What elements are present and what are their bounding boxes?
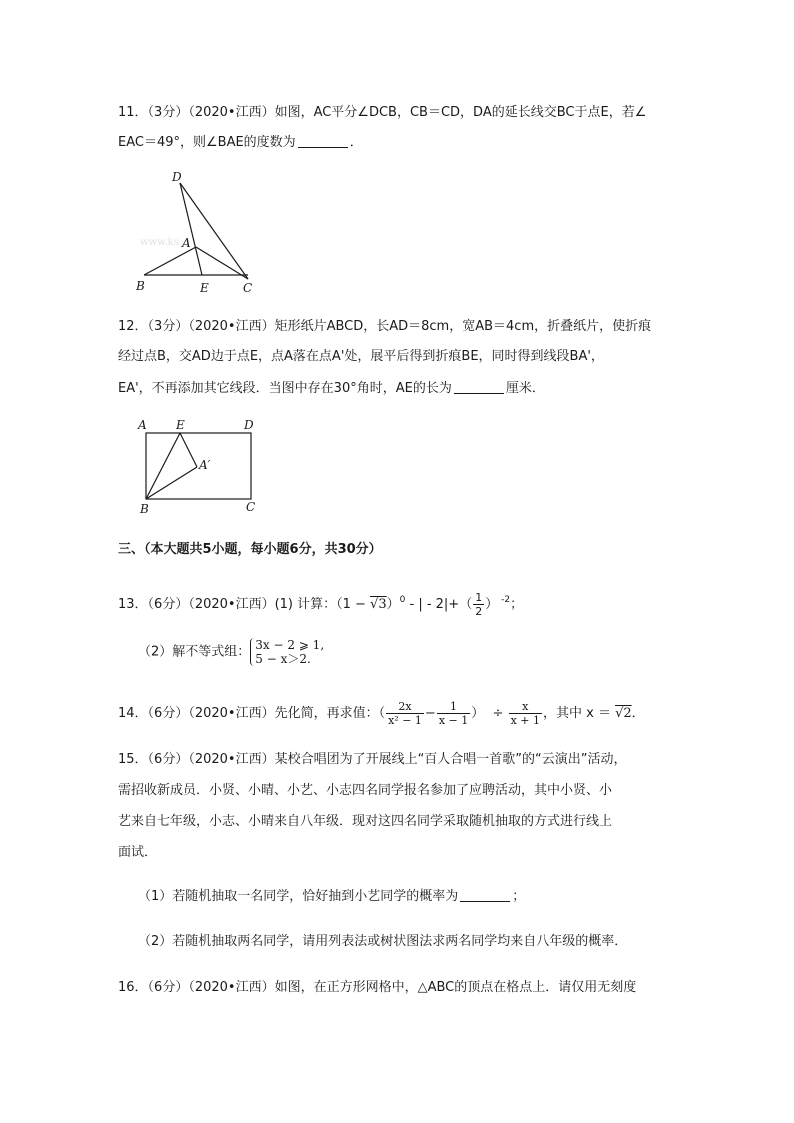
segment-be xyxy=(146,433,180,499)
q16-line-1: 16．（6分）（2020•江西）如图，在正方形网格中，△ABC的顶点在格点上．请仅用无刻度 xyxy=(118,980,637,995)
q14-divide: ÷ xyxy=(492,706,504,721)
label-e: E xyxy=(200,281,209,295)
q14-f3-numerator: x xyxy=(509,700,542,714)
q11-line-1: 11．（3分）（2020•江西）如图，AC平分∠DCB，CB＝CD，DA的延长线交BC于点E，若∠ xyxy=(118,105,647,120)
q13-inequality-2: 5 − x＞2. xyxy=(255,652,311,666)
q12-answer-blank xyxy=(454,379,504,394)
label-e: E xyxy=(176,418,185,432)
section-heading: 三、（本大题共5小题，每小题6分，共30分） xyxy=(118,542,382,557)
q13-text-e: ； xyxy=(510,597,524,612)
q15-part1-end: ； xyxy=(512,889,526,904)
label-d: D xyxy=(244,418,254,432)
q13-text-d: ） xyxy=(485,597,499,612)
q11-figure xyxy=(130,165,270,295)
q14-line xyxy=(118,700,645,727)
q14-f2-numerator: 1 xyxy=(437,700,470,714)
q14-f2-denominator: x − 1 xyxy=(438,714,469,727)
q14-end: ． xyxy=(631,706,645,721)
q15-line-3: 艺来自七年级，小志、小晴来自八年级．现对这四名同学采取随机抽取的方式进行线上 xyxy=(118,814,613,829)
q13-part2-label: （2）解不等式组： xyxy=(138,644,251,660)
label-a: A xyxy=(182,236,191,250)
q13-fraction-half xyxy=(473,591,484,618)
q13-text-c: - | - 2|+（ xyxy=(405,597,473,612)
q13-text-a: 13．（6分）（2020•江西）(1) 计算：（1 − xyxy=(118,597,371,612)
q14-f1-numerator: 2x xyxy=(386,700,424,714)
q13-half-denominator: 2 xyxy=(475,605,483,618)
q14-f3-denominator: x + 1 xyxy=(510,714,540,727)
q12-line-3-end: 厘米． xyxy=(505,381,545,396)
label-b: B xyxy=(140,502,149,516)
q15-line-2: 需招收新成员．小贤、小晴、小艺、小志四名同学报名参加了应聘活动，其中小贤、小 xyxy=(118,783,613,798)
q11-line-2-end: ． xyxy=(349,135,363,150)
label-a: A xyxy=(138,418,147,432)
q14-minus: − xyxy=(424,706,436,721)
q13-inequality-system xyxy=(250,638,324,666)
q13-part1 xyxy=(118,590,523,618)
q14-sqrt2: √2 xyxy=(615,706,632,721)
segment-ea-prime xyxy=(180,433,197,467)
segment-ac xyxy=(196,247,248,279)
label-a-prime: A′ xyxy=(199,458,211,472)
faint-watermark: www.ks xyxy=(140,237,179,248)
q15-line-1: 15．（6分）（2020•江西）某校合唱团为了开展线上“百人合唱一首歌”的“云演出”活动， xyxy=(118,752,627,767)
q15-line-4: 面试． xyxy=(118,845,158,860)
q12-line-3-text: EA'，不再添加其它线段．当图中存在30°角时，AE的长为 xyxy=(118,381,452,396)
q13-exp-zero: 0 xyxy=(399,595,406,605)
q15-part1 xyxy=(138,887,525,907)
q13-half-numerator: 1 xyxy=(475,591,483,604)
q13-text-b: ） xyxy=(386,597,400,612)
segment-ab xyxy=(144,247,196,275)
label-d: D xyxy=(172,170,182,184)
segment-de xyxy=(180,183,202,275)
label-b: B xyxy=(136,279,145,293)
q11-answer-blank xyxy=(298,133,348,148)
q14-f1-denominator: x² − 1 xyxy=(388,714,422,727)
segment-dc xyxy=(180,183,248,279)
q12-line-2: 经过点B，交AD边于点E，点A落在点A'处，展平后得到折痕BE，同时得到线段BA'， xyxy=(118,349,604,364)
q14-suffix: ，其中 x ＝ xyxy=(542,706,616,721)
q11-line-2 xyxy=(118,133,363,153)
q13-sqrt3: √3 xyxy=(370,597,387,612)
q14-close-paren: ） xyxy=(471,706,485,721)
q14-fraction-1 xyxy=(386,700,424,727)
q12-figure xyxy=(132,415,272,520)
q15-answer-blank xyxy=(460,887,510,902)
q12-line-1: 12．（3分）（2020•江西）矩形纸片ABCD，长AD＝8cm，宽AB＝4cm，折叠纸片，使折痕 xyxy=(118,319,652,334)
q12-line-3 xyxy=(118,379,545,399)
label-c: C xyxy=(246,500,256,514)
label-c: C xyxy=(243,281,253,295)
q11-line-2-text: EAC＝49°，则∠BAE的度数为 xyxy=(118,135,296,150)
q14-fraction-2 xyxy=(437,700,470,727)
q13-inequality-1: 3x − 2 ⩾ 1, xyxy=(255,638,325,652)
q15-part1-text: （1）若随机抽取一名同学，恰好抽到小艺同学的概率为 xyxy=(138,889,459,904)
q14-prefix: 14．（6分）（2020•江西）先化简，再求值：（ xyxy=(118,706,386,721)
q14-fraction-3 xyxy=(509,700,542,727)
q13-exp-neg2: -2 xyxy=(498,595,511,605)
q15-part2: （2）若随机抽取两名同学，请用列表法或树状图法求两名同学均来自八年级的概率． xyxy=(138,934,628,949)
q13-part2 xyxy=(138,638,324,666)
